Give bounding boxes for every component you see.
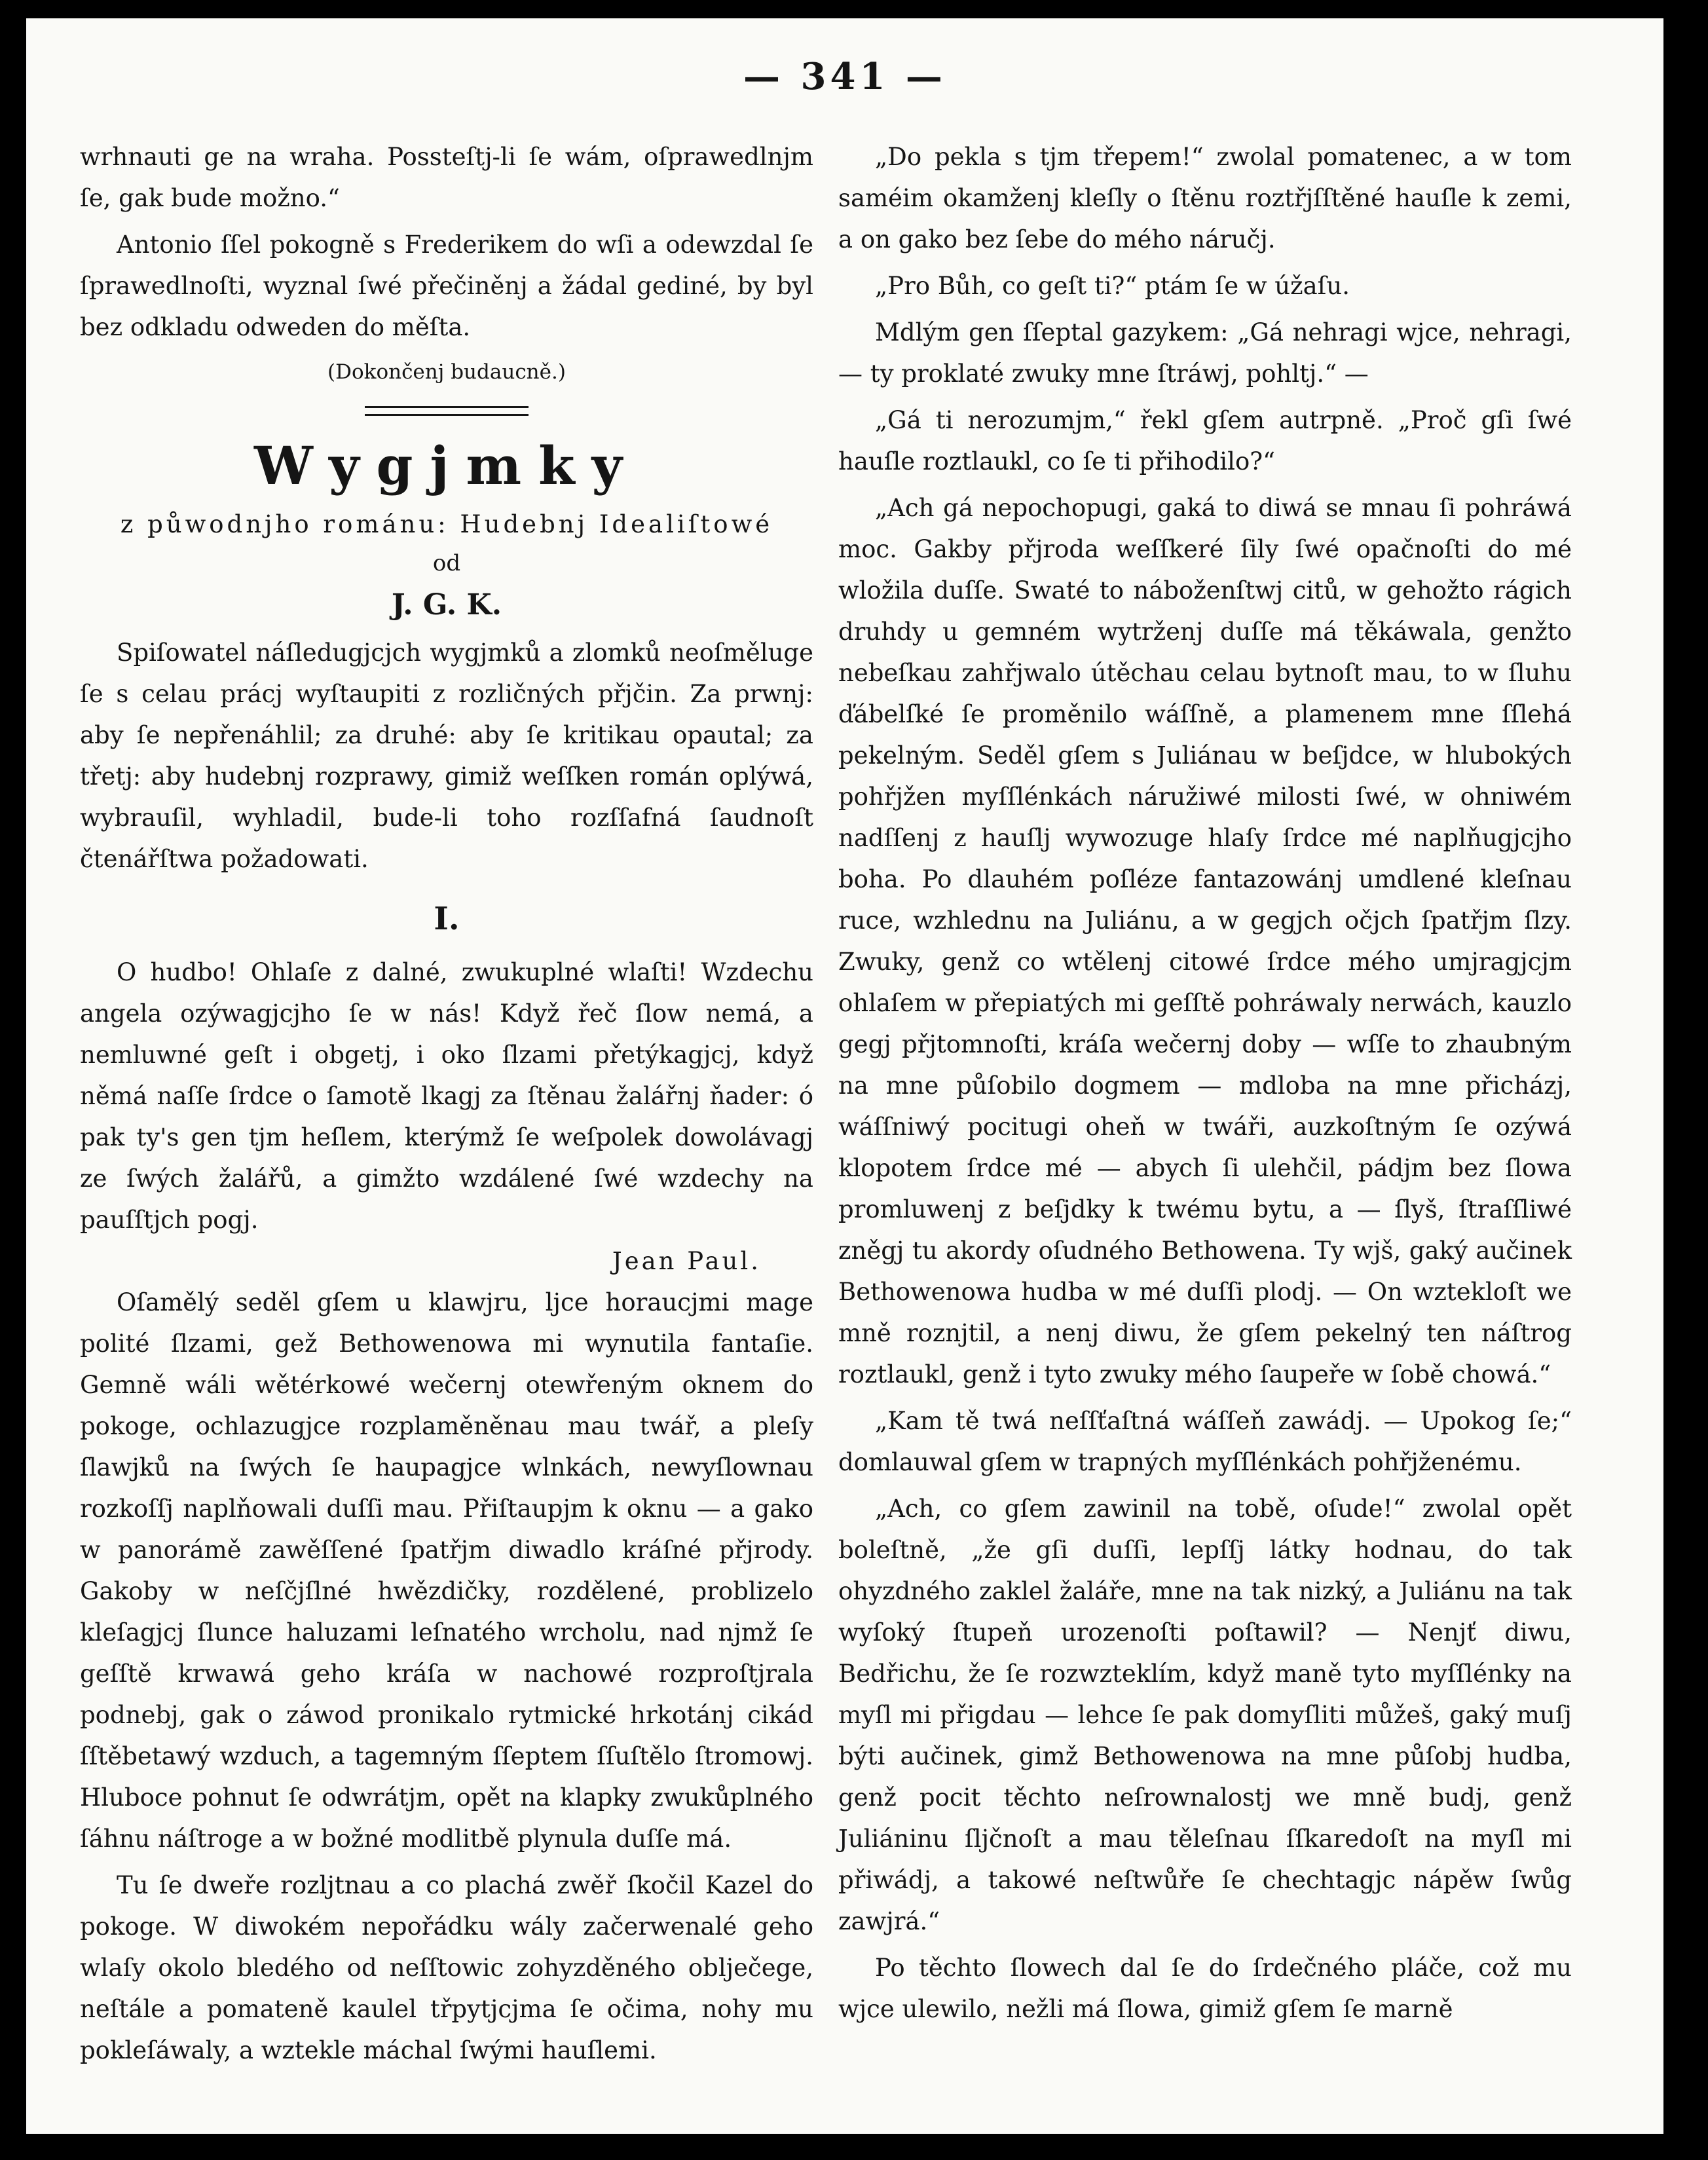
paragraph-body-1: Oſamělý seděl gſem u klawjru, ljce horaucjmi mage polité ſlzami, gež Bethowenowa mi wynutila fantaſie. Gemně wáli wětérkowé wečernj otewřeným oknem do pokoge, ochlazugjce rozplaměněnau mau twář, a pleſy ſlawjků na ſwých ſe haupagjce wlnkách, newyſlownau rozkoſſj naplňowali duſſi mau. Přiſtaupjm k oknu — a gako w panorámě zawěſſené ſpatřjm diwadlo kráſné přjrody. Gakoby w neſčjſlné hwězdičky, rozdělené, problizelo kleſagjcj ſlunce haluzami leſnatého wrcholu, nad njmž ſe geſſtě krwawá geho kráſa w nachowé rozproſtjrala podnebj, gak o záwod pronikalo rytmické hrkotánj cikád ſſtěbetawý wzduch, a tagemným ſſeptem ſſuſtělo ſtromowj. Hluboce pohnut ſe odwrátjm, opět na klapky zwukůplného ſáhnu náſtroge a w božné modlitbě plynula duſſe má. [80, 1288, 813, 1853]
paragraph-right-1: „Do pekla s tjm třepem!“ zwolal pomatenec, a w tom saméim okamženj kleſly o ſtěnu roztřjſſtěné hauſle k zemi, a on gako bez ſebe do mého náručj. [838, 143, 1572, 253]
paragraph-epigraph: O hudbo! Ohlaſe z dalné, zwukuplné wlaſti! Wzdechu angela ozýwagjcjho ſe w nás! Když řeč ſlow nemá, a nemluwné geſt i obgetj, i oko ſlzami přetýkagjcj, když němá naſſe ſrdce o ſamotě lkagj za ſtěnau žalářnj ňader: ó pak ty's gen tjm heſlem, kterýmž ſe weſpolek dowolávagj ze ſwých žalářů, a gimžto wzdálené ſwé wzdechy na pauſſtjch pogj. [80, 958, 813, 1234]
paragraph-right-6: „Kam tě twá neſſťaſtná wáſſeň zawádj. — Upokog ſe;“ domlauwal gſem w trapných myſſlénkách pohřjženému. [838, 1407, 1572, 1476]
article-author: J. G. K. [391, 588, 502, 622]
section-divider [365, 406, 529, 416]
paragraph-right-8: Po těchto ſlowech dal ſe do ſrdečného pláče, což mu wjce ulewilo, nežli má ſlowa, gimiž gſem ſe marně [838, 1954, 1572, 2023]
page-number: — 341 — [743, 55, 946, 98]
continuation-note: (Dokončenj budaucně.) [327, 360, 566, 384]
article-title: Wygjmky [253, 435, 639, 496]
paragraph-right-2: „Pro Bůh, co geſt ti?“ ptám ſe w úžaſu. [875, 272, 1350, 300]
paragraph-intro: wrhnauti ge na wraha. Possteſtj-li ſe wám, oſprawedlnjm ſe, gak bude možno.“ [80, 143, 813, 212]
paragraph-right-4: „Gá ti nerozumjm,“ řekl gſem autrpně. „Proč gſi ſwé hauſle roztlaukl, co ſe ti přihodilo?“ [838, 406, 1572, 475]
right-column [838, 136, 1572, 2030]
chapter-heading: I. [434, 901, 460, 937]
paragraph-right-7: „Ach, co gſem zawinil na tobě, oſude!“ zwolal opět boleſtně, „že gſi duſſi, lepſſj látky hodnau, do tak ohyzdného zaklel žaláře, mne na tak nizký, a Juliánu na tak wyſoký ſtupeň urozenoſti poſtawil? — Nenjť diwu, Bedřichu, že ſe rozwzteklím, když maně tyto myſſlénky na myſl mi přigdau — lehce ſe pak domyſliti můžeš, gaký muſj býti aučinek, gimž Bethowenowa na mne půſobj hudba, genž pocit těchto neſrownalostj we mně budj, genž Juliáninu ſljčnoſt a mau těleſnau ſſkaredoſt na myſl mi přiwádj, a takowé neſtwůře ſe chechtagjc náрěw ſwůg zawjrá.“ [838, 1495, 1572, 1935]
newspaper-page [26, 18, 1663, 2134]
paragraph-right-5: „Ach gá nepochopugi, gaká to diwá se mnau ſi pohráwá moc. Gakby přjroda weſſkeré ſily ſwé opačnoſti do mé wložila duſſe. Swaté to náboženſtwj citů, w gehožto rágich druhdy u gemném wytrženj duſſe má těkáwala, genžto nebeſkau zahřjwalo útěchau celau bytnoſt mau, to w ſluhu ďábelſké ſe proměnilo wáſſně, a plamenem mne ſſlehá pekelným. Seděl gſem s Juliánau w beſjdce, w hlubokých pohřjžen myſſlénkách náružiwé milosti ſwé, w ohniwém nadſſenj z hauſlj wywozuge hlaſy ſrdce mé naplňugjcjho boha. Po dlauhém poſléze fantazowánj umdlené kleſnau ruce, wzhlednu na Juliánu, a w gegjch očjch ſpatřjm ſlzy. Zwuky, genž co wtělenj citowé ſrdce mého umjragjcjm ohlaſem w přepiatých mi geſſtě pohráwaly nerwách, kauzlo gegj přjtomnoſti, kráſa wečernj doby — wſſe to zhaubným na mne půſobilo dogmem — mdloba na mne přicházj, wáſſniwý pocitugi oheň w twáři, auzkoſtným ſe ozýwá klopotem ſrdce mé — abych ſi ulehčil, pádjm bez ſlowa promluwenj z beſjdky k twému bytu, a — ſlyš, ſtraſſliwé zněgj tu akordy oſudného Bethowena. Ty wjš, gaký aučinek Bethowenowa hudba w mé duſſi plodj. — On wztekloſt we mně roznjtil, a nenj diwu, že gſem pekelný ten náſtrog roztlaukl, genž i tyto zwuky mého ſaupeře w ſobě chowá.“ [838, 494, 1572, 1388]
paragraph-body-2: Tu ſe dweře rozljtnau a co plachá zwěř ſkočil Kazel do pokoge. W diwokém nepořádku wály začerwenalé geho wlaſy okolo bledého od neſſtowic zohyzděného oblječege, neſtále a pomateně kaulel třpytjcjma ſe očima, nohy mu pokleſáwaly, a wztekle máchal ſwými hauſlemi. [80, 1871, 813, 2064]
byline-od: od [432, 550, 461, 576]
paragraph-antonio: Antonio ſſel pokogně s Frederikem do wſi a odewzdal ſe ſprawedlnoſti, wyznal ſwé přečiněnj a žádal gediné, by byl bez odkladu odweden do měſta. [80, 231, 813, 341]
article-subtitle: z půwodnjho románu: Hudebnj Idealiſtowé [120, 510, 773, 538]
epigraph-author: Jean Paul. [612, 1247, 761, 1275]
left-column [80, 136, 813, 2071]
paragraph-foreword: Spiſowatel náſledugjcjch wygjmků a zlomků neoſměluge ſe s celau prácj wyſtaupiti z rozličných přjčin. Za prwnj: aby ſe nepřenáhlil; za druhé: aby ſe kritikau opautal; za třetj: aby hudebnj rozprawy, gimiž weſſken román oplýwá, wybrauſil, wyhladil, bude-li toho rozſſafná ſaudnoſt čtenářſtwa požadowati. [80, 639, 813, 873]
paragraph-right-3: Mdlým gen ſſeptal gazykem: „Gá nehragi wjce, nehragi, — ty proklaté zwuky mne ſtráwj, pohltj.“ — [838, 318, 1572, 388]
